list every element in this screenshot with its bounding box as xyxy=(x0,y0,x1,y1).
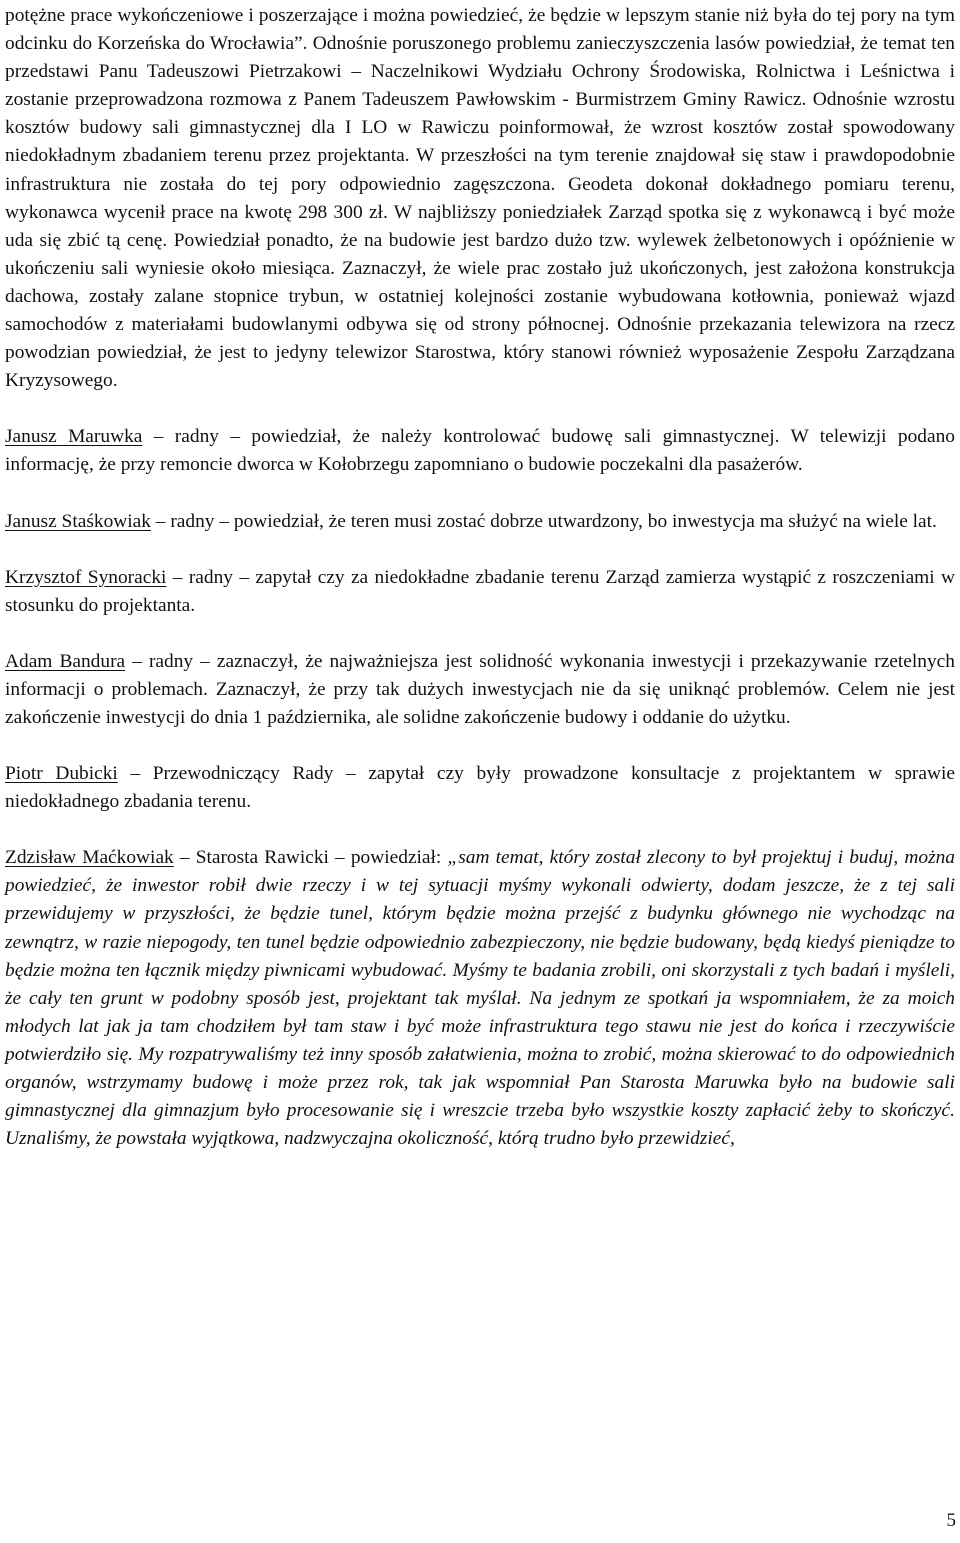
starosta-statement-paragraph xyxy=(5,844,955,1153)
statement-paragraph xyxy=(5,648,955,732)
statement-paragraph xyxy=(5,760,955,816)
speaker-name: Janusz Staśkowiak xyxy=(5,510,151,532)
paragraph-spacer xyxy=(5,536,955,564)
statement-paragraph xyxy=(5,423,955,479)
opening-paragraph: potężne prace wykończeniowe i poszerzające i można powiedzieć, że będzie w lepszym stanie niż była do tej pory na tym odcinku do Korzeńska do Wrocławia”. Odnośnie poruszonego problemu zanieczyszczenia lasów powiedział, że temat ten przedstawi Panu Tadeuszowi Pietrzakowi – Naczelnikowi Wydziału Ochrony Środowiska, Rolnictwa i Leśnictwa i zostanie przeprowadzona rozmowa z Panem Tadeuszem Pawłowskim - Burmistrzem Gminy Rawicz. Odnośnie wzrostu kosztów budowy sali gimnastycznej dla I LO w Rawiczu poinformował, że wzrost kosztów został spowodowany niedokładnym zbadaniem terenu przez projektanta. W przeszłości na tym terenie znajdował się staw i prawdopodobnie infrastruktura nie została do tej pory odpowiednio zagęszczona. Geodeta dokonał dokładnego pomiaru terenu, wykonawca wycenił prace na kwotę 298 300 zł. W najbliższy poniedziałek Zarząd spotka się z wykonawcą i być może uda się zbić tą cenę. Powiedział ponadto, że na budowie jest bardzo dużo tzw. wylewek żelbetonowych i opóźnienie w ukończeniu sali wyniesie około miesiąca. Zaznaczył, że wiele prac zostało już ukończonych, jest założona konstrukcja dachowa, zostały zalane stopnice trybun, w ostatniej kolejności zostanie wybudowana kotłownia, ponieważ wjazd samochodów z materiałami budowlanymi odbywa się od strony północnej. Odnośnie przekazania telewizora na rzecz powodzian powiedział, że jest to jedyny telewizor Starostwa, który stanowi również wyposażenie Zespołu Zarządzana Kryzysowego. xyxy=(5,5,955,392)
speaker-name: Piotr Dubicki xyxy=(5,763,118,785)
paragraph-spacer xyxy=(5,620,955,648)
statement-text: – radny – zaznaczył, że najważniejsza jest solidność wykonania inwestycji i przekazywanie rzetelnych informacji o problemach. Zaznaczył, że przy tak dużych inwestycjach nie da się uniknąć problemów. Celem nie jest zakończenie inwestycji do dnia 1 października, ale solidne zakończenie budowy i oddanie do użytku. xyxy=(5,650,955,728)
speaker-name: Zdzisław Maćkowiak xyxy=(5,847,174,869)
statement-text: – radny – zapytał czy za niedokładne zbadanie terenu Zarząd zamierza wystąpić z roszczeniami w stosunku do projektanta. xyxy=(5,566,955,616)
statement-text: – Przewodniczący Rady – zapytał czy były prowadzone konsultacje z projektantem w sprawie niedokładnego zbadania terenu. xyxy=(5,763,955,813)
paragraph-spacer xyxy=(5,395,955,423)
document-page xyxy=(5,2,955,1153)
page-number: 5 xyxy=(946,1510,956,1531)
paragraph-spacer xyxy=(5,480,955,508)
statement-text: – radny – powiedział, że teren musi zostać dobrze utwardzony, bo inwestycja ma służyć na wiele lat. xyxy=(150,510,937,532)
speaker-name: Janusz Maruwka xyxy=(5,426,143,448)
paragraph-spacer xyxy=(5,732,955,760)
statement-text: – radny – powiedział, że należy kontrolować budowę sali gimnastycznej. W telewizji podano informację, że przy remoncie dworca w Kołobrzegu zapomniano o budowie poczekalni dla pasażerów. xyxy=(5,426,955,476)
speaker-name: Krzysztof Synoracki xyxy=(5,566,167,588)
paragraph-spacer xyxy=(5,816,955,844)
speaker-name: Adam Bandura xyxy=(5,650,126,672)
quoted-statement: „sam temat, który został zlecony to był projektuj i buduj, można powiedzieć, że inwestor robił dwie rzeczy i w tej sytuacji myśmy wykonali odwierty, dodam jeszcze, że z tej sali przewidujemy w przyszłości, że będzie tunel, którym będzie można przejść z budynku głównego nie wychodząc na zewnątrz, w razie niepogody, ten tunel będzie odpowiednio zabezpieczony, nie będzie budowany, będą kiedyś pieniądze to będzie można ten łącznik między piwnicami wybudować. Myśmy te badania zrobili, oni skorzystali z tych badań i myśleli, że cały ten grunt w podobny sposób jest, projektant tak myślał. Na jednym ze spotkań ja wspomniałem, że za moich młodych lat jak ja tam chodziłem był tam staw i być może infrastruktura tego stawu nie jest do końca i rzeczywiście potwierdziło się. My rozpatrywaliśmy też inny sposób załatwienia, można to zrobić, można skierować to do odpowiednich organów, wstrzymamy budowę i może przez rok, tak jak wspomniał Pan Starosta Maruwka było na budowie sali gimnastycznej dla gimnazjum było procesowanie się i wreszcie trzeba było wszystkie koszty zapłacić żeby to skończyć. Uznaliśmy, że powstała wyjątkowa, nadzwyczajna okoliczność, którą trudno było przewidzieć, xyxy=(5,847,956,1150)
statement-paragraph xyxy=(5,564,955,620)
statement-intro: – Starosta Rawicki – powiedział: xyxy=(173,847,448,869)
statement-paragraph xyxy=(5,508,955,536)
